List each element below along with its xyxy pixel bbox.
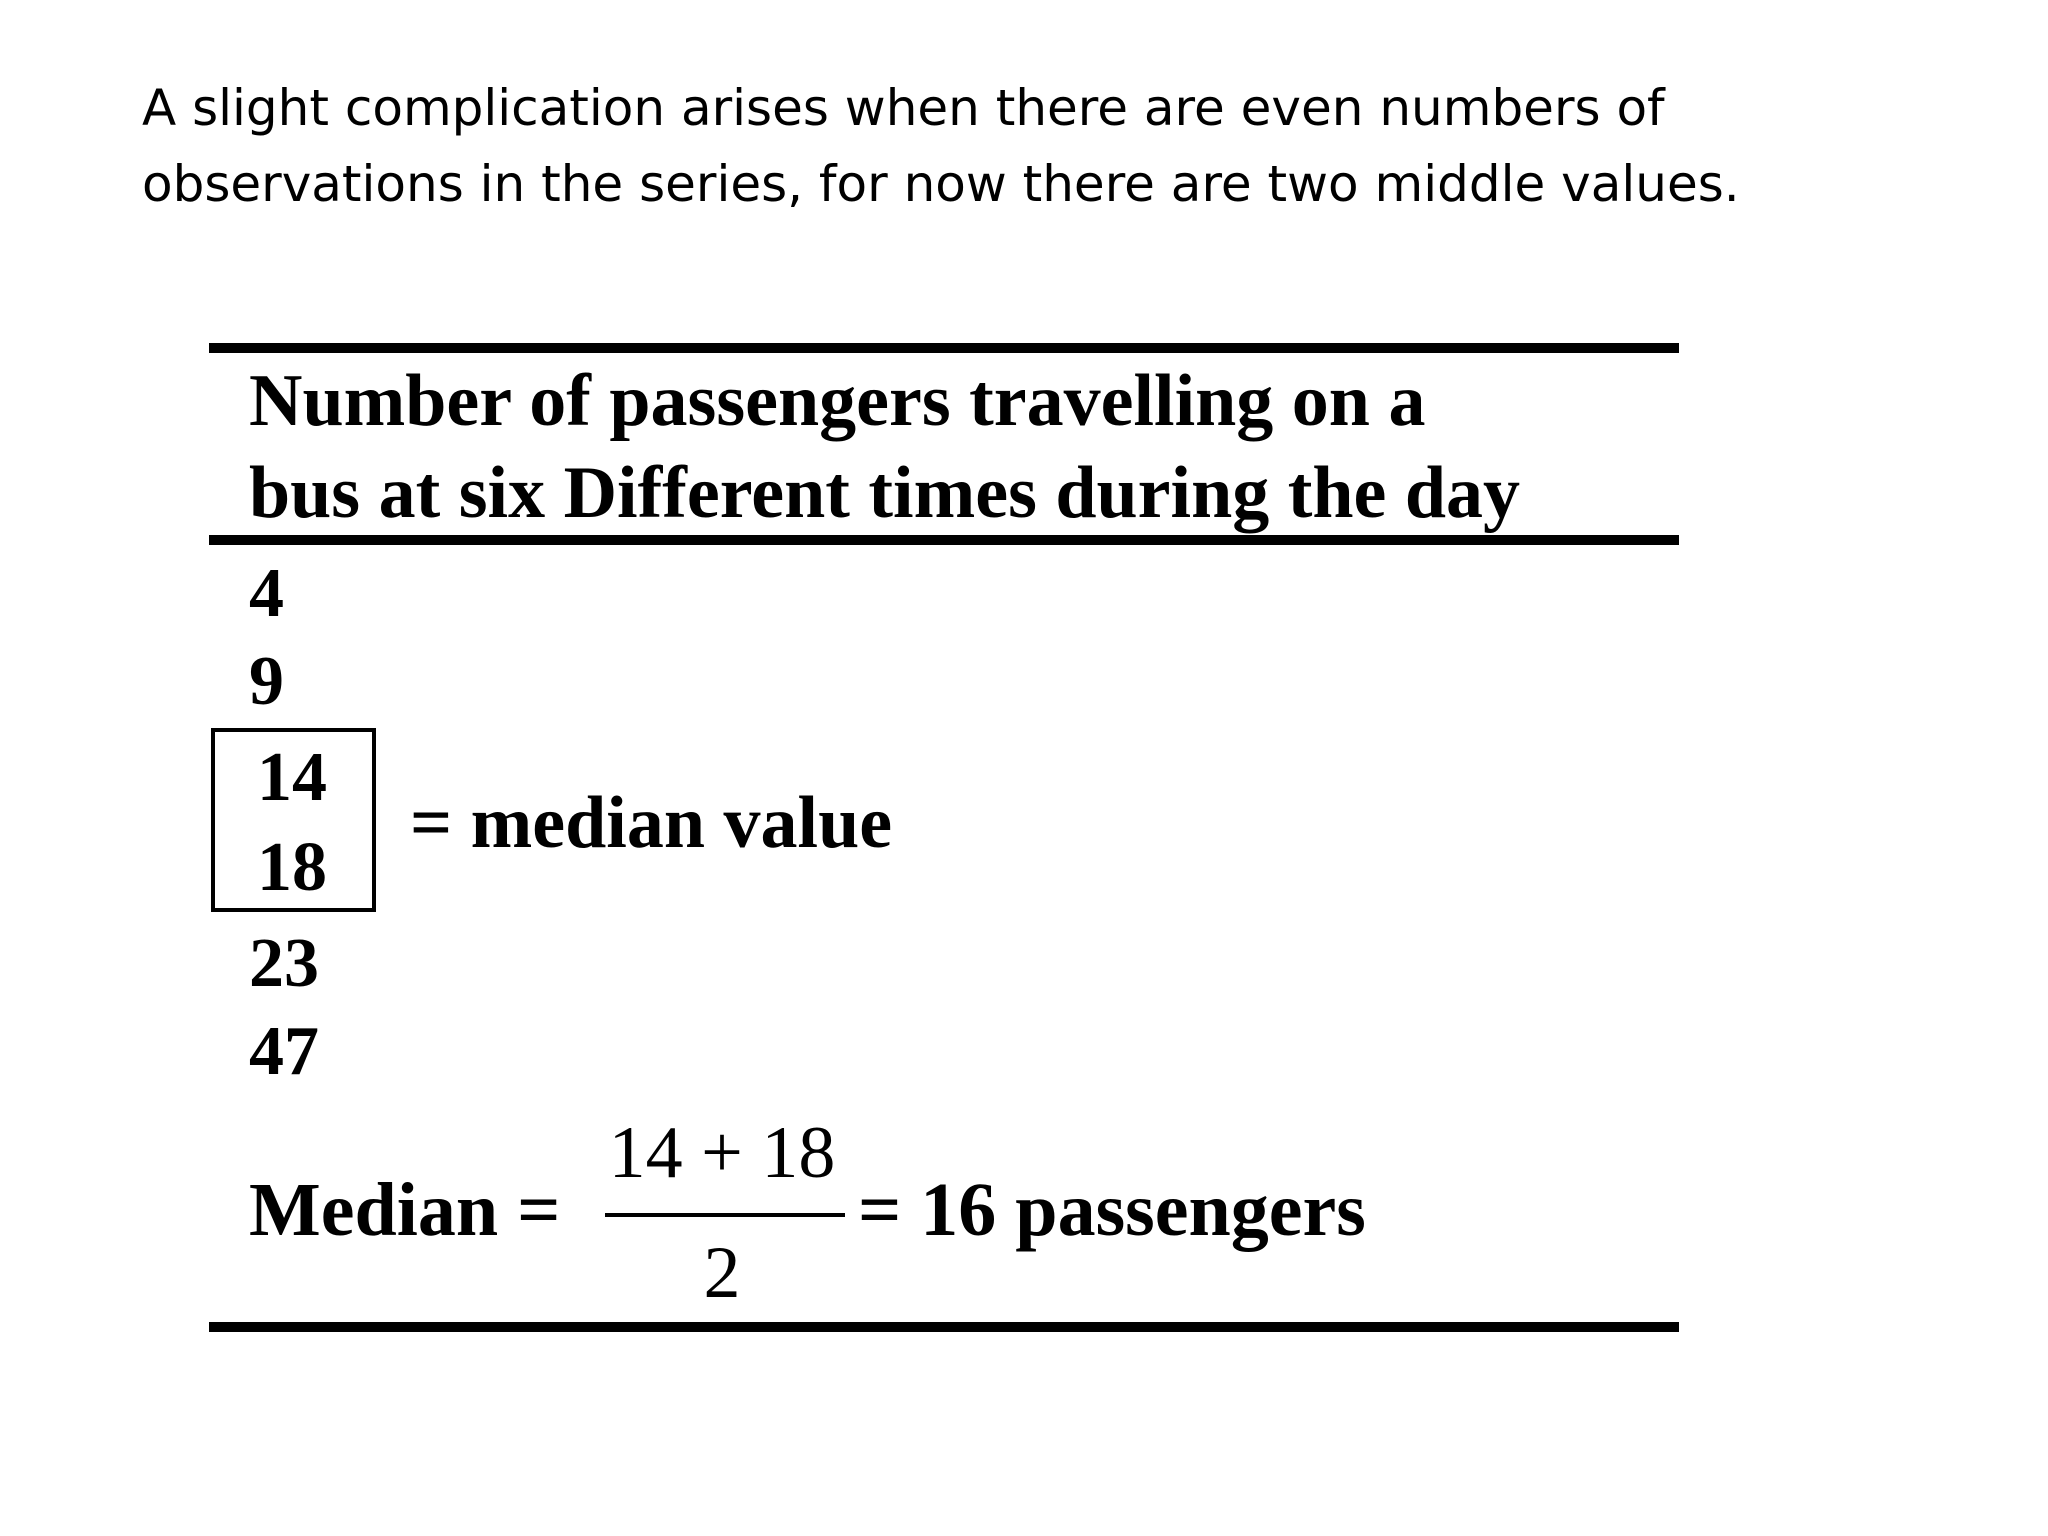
fraction-bar <box>605 1213 845 1217</box>
median-value-upper: 18 <box>257 829 327 906</box>
formula-denominator: 2 <box>703 1232 741 1314</box>
intro-paragraph <box>142 70 1942 222</box>
intro-line-1: A slight complication arises when there are even numbers of <box>142 79 1665 137</box>
median-value-lower: 14 <box>257 739 327 816</box>
formula-numerator: 14 + 18 <box>608 1112 836 1194</box>
value-row-6: 47 <box>249 1013 319 1090</box>
table-title-line-1: Number of passengers travelling on a <box>249 360 1426 442</box>
table-top-rule <box>209 343 1679 353</box>
value-row-1: 4 <box>249 555 284 632</box>
median-formula-label: Median = <box>249 1168 561 1252</box>
value-row-5: 23 <box>249 925 319 1002</box>
table-header-rule <box>209 535 1679 545</box>
median-value-label: = median value <box>410 782 893 864</box>
value-row-2: 9 <box>249 643 284 720</box>
median-result: = 16 passengers <box>858 1168 1366 1252</box>
intro-line-2: observations in the series, for now there are two middle values. <box>142 155 1740 213</box>
table-title-line-2: bus at six Different times during the day <box>249 452 1521 534</box>
table-bottom-rule <box>209 1322 1679 1332</box>
table-title <box>249 355 1520 539</box>
